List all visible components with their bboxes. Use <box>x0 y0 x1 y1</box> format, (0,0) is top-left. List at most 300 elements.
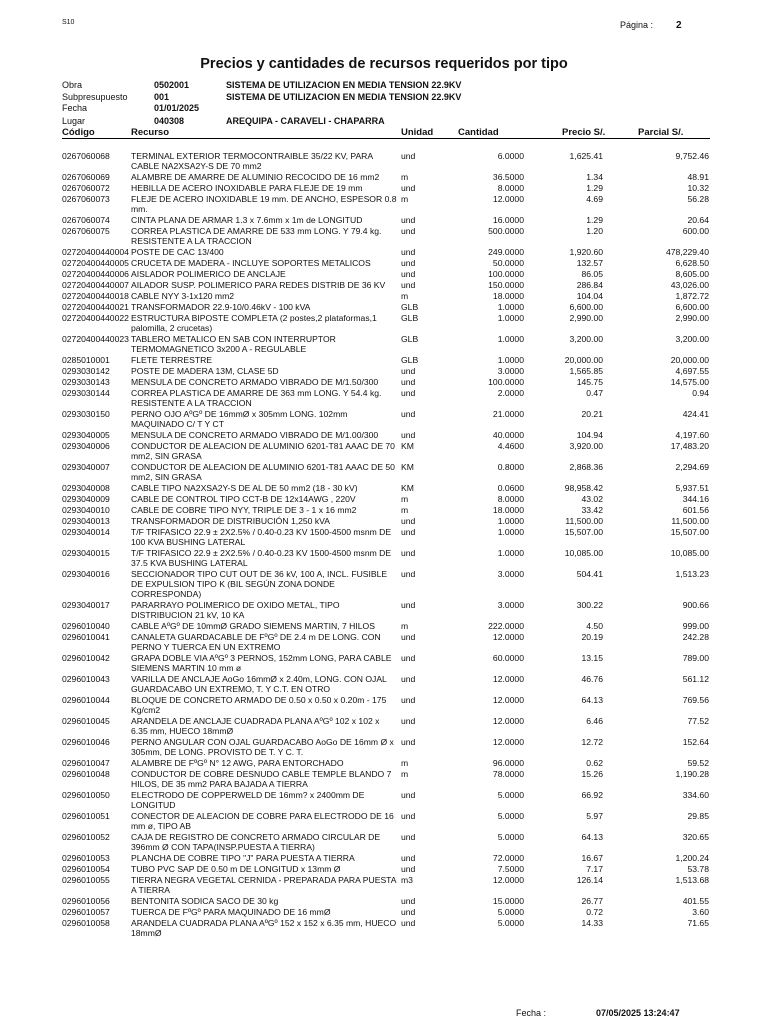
col-parcial: Parcial S/. <box>638 127 684 138</box>
cell-partial: 600.00 <box>682 226 709 236</box>
table-row <box>0 737 768 758</box>
cell-partial: 77.52 <box>687 716 709 726</box>
cell-code: 0296010051 <box>62 811 110 821</box>
cell-unit: GLB <box>401 313 419 323</box>
cell-price: 0.62 <box>586 758 603 768</box>
table-row <box>0 441 768 462</box>
cell-partial: 789.00 <box>682 653 709 663</box>
cell-resource: TERMINAL EXTERIOR TERMOCONTRAIBLE 35/22 KV, PARA CABLE NA2XSA2Y-S DE 70 mm2 <box>131 151 373 171</box>
cell-quantity: 1.0000 <box>497 302 524 312</box>
cell-partial: 3.60 <box>692 907 709 917</box>
table-row <box>0 548 768 569</box>
cell-code: 0296010046 <box>62 737 110 747</box>
cell-price: 11,500.00 <box>565 516 603 526</box>
cell-partial: 8,605.00 <box>675 269 709 279</box>
cell-quantity: 4.4600 <box>497 441 524 451</box>
cell-code: 0285010001 <box>62 355 110 365</box>
table-row <box>0 896 768 907</box>
cell-unit: und <box>401 226 416 236</box>
cell-price: 2,868.36 <box>569 462 603 472</box>
cell-unit: GLB <box>401 334 419 344</box>
report-code: S10 <box>62 19 75 26</box>
cell-code: 0293040013 <box>62 516 110 526</box>
cell-quantity: 3.0000 <box>497 600 524 610</box>
cell-partial: 1,190.28 <box>675 769 709 779</box>
cell-price: 16.67 <box>581 853 603 863</box>
cell-code: 0296010053 <box>62 853 110 863</box>
cell-quantity: 60.0000 <box>492 653 524 663</box>
cell-unit: und <box>401 388 416 398</box>
cell-price: 98,958.42 <box>564 483 603 493</box>
cell-quantity: 1.0000 <box>497 548 524 558</box>
cell-partial: 2,294.69 <box>675 462 709 472</box>
cell-unit: KM <box>401 483 414 493</box>
cell-partial: 20,000.00 <box>670 355 709 365</box>
cell-quantity: 12.0000 <box>492 716 524 726</box>
cell-resource: CORREA PLASTICA DE AMARRE DE 533 mm LONG. Y 79.4 kg. RESISTENTE A LA TRACCION <box>131 226 382 246</box>
cell-quantity: 500.0000 <box>488 226 524 236</box>
table-row <box>0 875 768 896</box>
cell-quantity: 0.0600 <box>497 483 524 493</box>
cell-price: 43.02 <box>581 494 603 504</box>
table-row <box>0 600 768 621</box>
cell-resource: CONDUCTOR DE ALEACION DE ALUMINIO 6201-T81 AAAC DE 70 mm2, SIN GRASA <box>131 441 395 461</box>
cell-partial: 29.85 <box>687 811 709 821</box>
cell-unit: GLB <box>401 302 419 312</box>
table-row <box>0 280 768 291</box>
cell-quantity: 5.0000 <box>497 790 524 800</box>
cell-quantity: 222.0000 <box>488 621 524 631</box>
cell-quantity: 18.0000 <box>492 505 524 515</box>
cell-partial: 3,200.00 <box>675 334 709 344</box>
cell-code: 0293040006 <box>62 441 110 451</box>
table-row <box>0 653 768 674</box>
cell-unit: und <box>401 907 416 917</box>
cell-price: 10,085.00 <box>564 548 603 558</box>
cell-resource: AILADOR SUSP. POLIMERICO PARA REDES DISTRIB DE 36 KV <box>131 280 386 290</box>
header-divider <box>62 138 710 139</box>
table-row <box>0 247 768 258</box>
cell-price: 26.77 <box>581 896 603 906</box>
cell-quantity: 21.0000 <box>492 409 524 419</box>
cell-unit: m3 <box>401 875 413 885</box>
cell-price: 6.46 <box>586 716 603 726</box>
cell-resource: ARANDELA DE ANCLAJE CUADRADA PLANA AºGº 102 x 102 x 6.35 mm, HUECO 18mmØ <box>131 716 380 736</box>
cell-unit: und <box>401 695 416 705</box>
cell-price: 3,200.00 <box>569 334 603 344</box>
subpresupuesto-desc: SISTEMA DE UTILIZACION EN MEDIA TENSION 22.9KV <box>226 92 462 102</box>
cell-code: 0267060074 <box>62 215 110 225</box>
cell-price: 1.34 <box>586 172 603 182</box>
lugar-label: Lugar <box>62 116 86 126</box>
table-row <box>0 832 768 853</box>
cell-partial: 59.52 <box>687 758 709 768</box>
cell-unit: und <box>401 790 416 800</box>
cell-unit: und <box>401 811 416 821</box>
cell-unit: und <box>401 548 416 558</box>
obra-desc: SISTEMA DE UTILIZACION EN MEDIA TENSION 22.9KV <box>226 80 462 90</box>
cell-code: 0296010057 <box>62 907 110 917</box>
cell-price: 15.26 <box>581 769 603 779</box>
page-label: Página : <box>620 20 654 30</box>
table-row <box>0 505 768 516</box>
table-row <box>0 621 768 632</box>
cell-partial: 11,500.00 <box>671 516 709 526</box>
cell-quantity: 6.0000 <box>497 151 524 161</box>
cell-quantity: 16.0000 <box>492 215 524 225</box>
cell-quantity: 18.0000 <box>492 291 524 301</box>
cell-resource: GRAPA DOBLE VIA AºGº 3 PERNOS, 152mm LONG, PARA CABLE SIEMENS MARTIN 10 mm ø <box>131 653 392 673</box>
table-row <box>0 183 768 194</box>
page-title: Precios y cantidades de recursos requeridos por tipo <box>200 56 568 72</box>
cell-unit: KM <box>401 462 414 472</box>
footer-fecha-label: Fecha : <box>516 1008 547 1018</box>
cell-code: 0293040010 <box>62 505 110 515</box>
cell-resource: POSTE DE CAC 13/400 <box>131 247 224 257</box>
cell-unit: GLB <box>401 355 419 365</box>
table-row <box>0 313 768 334</box>
cell-code: 02720400440022 <box>62 313 129 323</box>
cell-resource: CORREA PLASTICA DE AMARRE DE 363 mm LONG. Y 54.4 kg. RESISTENTE A LA TRACCION <box>131 388 382 408</box>
cell-quantity: 0.8000 <box>497 462 524 472</box>
cell-price: 12.72 <box>581 737 603 747</box>
cell-code: 0296010041 <box>62 632 110 642</box>
cell-partial: 478,229.40 <box>665 247 709 257</box>
cell-quantity: 72.0000 <box>492 853 524 863</box>
cell-quantity: 50.0000 <box>492 258 524 268</box>
cell-code: 0296010043 <box>62 674 110 684</box>
cell-price: 1,625.41 <box>569 151 603 161</box>
cell-unit: und <box>401 653 416 663</box>
cell-unit: und <box>401 832 416 842</box>
cell-partial: 4,197.60 <box>675 430 709 440</box>
table-row <box>0 569 768 600</box>
cell-price: 20,000.00 <box>564 355 603 365</box>
cell-code: 02720400440023 <box>62 334 129 344</box>
cell-partial: 53.78 <box>687 864 709 874</box>
cell-price: 1,920.60 <box>569 247 603 257</box>
cell-unit: m <box>401 291 409 301</box>
cell-partial: 48.91 <box>687 172 709 182</box>
cell-resource: CONDUCTOR DE COBRE DESNUDO CABLE TEMPLE BLANDO 7 HILOS, DE 35 mm2 PARA BAJADA A TIERRA <box>131 769 392 789</box>
cell-unit: und <box>401 674 416 684</box>
col-cantidad: Cantidad <box>458 127 499 138</box>
cell-price: 4.69 <box>586 194 603 204</box>
cell-code: 0293040007 <box>62 462 110 472</box>
table-row <box>0 194 768 215</box>
cell-resource: HEBILLA DE ACERO INOXIDABLE PARA FLEJE DE 19 mm <box>131 183 363 193</box>
cell-price: 86.05 <box>581 269 603 279</box>
cell-code: 0267060068 <box>62 151 110 161</box>
table-row <box>0 769 768 790</box>
cell-resource: TIERRA NEGRA VEGETAL CERNIDA - PREPARADA PARA PUESTA A TIERRA <box>131 875 397 895</box>
cell-price: 132.57 <box>576 258 603 268</box>
cell-unit: und <box>401 569 416 579</box>
table-row <box>0 172 768 183</box>
cell-code: 0296010047 <box>62 758 110 768</box>
cell-code: 0293040008 <box>62 483 110 493</box>
cell-partial: 5,937.51 <box>675 483 709 493</box>
cell-price: 46.76 <box>581 674 603 684</box>
footer-fecha-value: 07/05/2025 13:24:47 <box>596 1008 680 1018</box>
cell-partial: 9,752.46 <box>675 151 709 161</box>
cell-unit: und <box>401 864 416 874</box>
cell-resource: MENSULA DE CONCRETO ARMADO VIBRADO DE M/1.00/300 <box>131 430 379 440</box>
cell-quantity: 3.0000 <box>497 569 524 579</box>
cell-code: 02720400440021 <box>62 302 129 312</box>
cell-unit: und <box>401 247 416 257</box>
cell-partial: 1,513.68 <box>675 875 709 885</box>
cell-resource: ELECTRODO DE COPPERWELD DE 16mm? x 2400mm DE LONGITUD <box>131 790 365 810</box>
cell-resource: TRANSFORMADOR DE DISTRIBUCIÓN 1,250 kVA <box>131 516 330 526</box>
cell-partial: 242.28 <box>682 632 709 642</box>
cell-resource: CABLE NYY 3-1x120 mm2 <box>131 291 235 301</box>
cell-resource: T/F TRIFASICO 22.9 ± 2X2.5% / 0.40-0.23 KV 1500-4500 msnm DE 37.5 KVA BUSHING LATERAL <box>131 548 392 568</box>
cell-code: 02720400440007 <box>62 280 129 290</box>
cell-partial: 1,872.72 <box>675 291 709 301</box>
cell-partial: 10,085.00 <box>670 548 709 558</box>
lugar-code: 040308 <box>154 116 185 126</box>
table-row <box>0 907 768 918</box>
table-row <box>0 151 768 172</box>
cell-price: 1.20 <box>586 226 603 236</box>
cell-code: 0293030143 <box>62 377 110 387</box>
cell-price: 104.94 <box>576 430 603 440</box>
cell-resource: ALAMBRE DE FºGº N° 12 AWG, PARA ENTORCHADO <box>131 758 344 768</box>
cell-price: 0.72 <box>586 907 603 917</box>
cell-price: 104.04 <box>576 291 603 301</box>
table-row <box>0 790 768 811</box>
obra-code: 0502001 <box>154 80 190 90</box>
cell-quantity: 96.0000 <box>492 758 524 768</box>
table-row <box>0 430 768 441</box>
cell-resource: CABLE DE COBRE TIPO NYY, TRIPLE DE 3 - 1 x 16 mm2 <box>131 505 357 515</box>
cell-quantity: 249.0000 <box>488 247 524 257</box>
cell-resource: FLEJE DE ACERO INOXIDABLE 19 mm. DE ANCHO, ESPESOR 0.8 mm. <box>131 194 397 214</box>
cell-unit: und <box>401 258 416 268</box>
table-row <box>0 494 768 505</box>
resource-table <box>0 151 768 939</box>
cell-price: 504.41 <box>576 569 603 579</box>
cell-resource: BENTONITA SODICA SACO DE 30 kg <box>131 896 279 906</box>
cell-unit: und <box>401 737 416 747</box>
cell-code: 0296010055 <box>62 875 110 885</box>
table-row <box>0 716 768 737</box>
cell-unit: m <box>401 172 409 182</box>
cell-code: 0296010040 <box>62 621 110 631</box>
cell-resource: ESTRUCTURA BIPOSTE COMPLETA (2 postes,2 plataformas,1 palomilla, 2 crucetas) <box>131 313 377 333</box>
cell-resource: TUBO PVC SAP DE 0.50 m DE LONGITUD x 13mm Ø <box>131 864 341 874</box>
cell-quantity: 36.5000 <box>492 172 524 182</box>
cell-price: 64.13 <box>581 832 603 842</box>
cell-price: 1.29 <box>586 183 603 193</box>
col-recurso: Recurso <box>131 127 170 138</box>
cell-unit: m <box>401 505 409 515</box>
cell-partial: 344.16 <box>682 494 709 504</box>
cell-code: 0296010058 <box>62 918 110 928</box>
cell-unit: und <box>401 527 416 537</box>
cell-partial: 1,200.24 <box>675 853 709 863</box>
cell-price: 2,990.00 <box>569 313 603 323</box>
cell-unit: und <box>401 918 416 928</box>
cell-resource: POSTE DE MADERA 13M, CLASE 5D <box>131 366 279 376</box>
table-row <box>0 366 768 377</box>
cell-quantity: 2.0000 <box>497 388 524 398</box>
cell-partial: 56.28 <box>687 194 709 204</box>
cell-resource: T/F TRIFASICO 22.9 ± 2X2.5% / 0.40-0.23 KV 1500-4500 msnm DE 100 KVA BUSHING LATERAL <box>131 527 392 547</box>
cell-code: 0267060073 <box>62 194 110 204</box>
cell-unit: und <box>401 151 416 161</box>
cell-code: 0296010052 <box>62 832 110 842</box>
cell-partial: 2,990.00 <box>675 313 709 323</box>
cell-resource: CONECTOR DE ALEACION DE COBRE PARA ELECTRODO DE 16 mm ø, TIPO AB <box>131 811 394 831</box>
table-row <box>0 334 768 355</box>
cell-quantity: 1.0000 <box>497 516 524 526</box>
cell-price: 66.92 <box>581 790 603 800</box>
cell-partial: 17,483.20 <box>670 441 709 451</box>
table-row <box>0 258 768 269</box>
col-unidad: Unidad <box>401 127 434 138</box>
table-row <box>0 269 768 280</box>
cell-unit: m <box>401 769 409 779</box>
cell-resource: ARANDELA CUADRADA PLANA AºGº 152 x 152 x 6.35 mm, HUECO 18mmØ <box>131 918 397 938</box>
cell-partial: 6,600.00 <box>675 302 709 312</box>
table-row <box>0 355 768 366</box>
cell-quantity: 5.0000 <box>497 918 524 928</box>
cell-price: 33.42 <box>581 505 603 515</box>
cell-unit: und <box>401 409 416 419</box>
table-row <box>0 483 768 494</box>
cell-code: 0293030144 <box>62 388 110 398</box>
cell-quantity: 1.0000 <box>497 527 524 537</box>
cell-price: 13.15 <box>581 653 603 663</box>
cell-quantity: 5.0000 <box>497 832 524 842</box>
cell-price: 145.75 <box>576 377 603 387</box>
cell-resource: CAJA DE REGISTRO DE CONCRETO ARMADO CIRCULAR DE 396mm Ø CON TAPA(INSP.PUESTA A TIERRA) <box>131 832 381 852</box>
cell-unit: KM <box>401 441 414 451</box>
lugar-desc: AREQUIPA - CARAVELI - CHAPARRA <box>226 116 385 126</box>
cell-partial: 71.65 <box>687 918 709 928</box>
cell-resource: TRANSFORMADOR 22.9-10/0.46kV - 100 kVA <box>131 302 311 312</box>
table-row <box>0 853 768 864</box>
cell-code: 0293030150 <box>62 409 110 419</box>
cell-quantity: 12.0000 <box>492 737 524 747</box>
cell-unit: und <box>401 269 416 279</box>
cell-code: 0293030142 <box>62 366 110 376</box>
cell-quantity: 40.0000 <box>492 430 524 440</box>
cell-unit: und <box>401 632 416 642</box>
cell-quantity: 78.0000 <box>492 769 524 779</box>
cell-resource: ALAMBRE DE AMARRE DE ALUMINIO RECOCIDO DE 16 mm2 <box>131 172 380 182</box>
cell-quantity: 12.0000 <box>492 875 524 885</box>
cell-resource: TUERCA DE FºGº PARA MAQUINADO DE 16 mmØ <box>131 907 331 917</box>
table-row <box>0 409 768 430</box>
cell-quantity: 150.0000 <box>488 280 524 290</box>
cell-code: 0296010042 <box>62 653 110 663</box>
table-row <box>0 215 768 226</box>
cell-partial: 334.60 <box>682 790 709 800</box>
cell-code: 0293040005 <box>62 430 110 440</box>
cell-resource: BLOQUE DE CONCRETO ARMADO DE 0.50 x 0.50 x 0.20m - 175 Kg/cm2 <box>131 695 387 715</box>
table-row <box>0 811 768 832</box>
cell-resource: CABLE AºGº DE 10mmØ GRADO SIEMENS MARTIN, 7 HILOS <box>131 621 375 631</box>
cell-quantity: 12.0000 <box>492 695 524 705</box>
cell-partial: 15,507.00 <box>670 527 709 537</box>
cell-quantity: 7.5000 <box>497 864 524 874</box>
table-row <box>0 377 768 388</box>
table-row <box>0 388 768 409</box>
cell-code: 0296010056 <box>62 896 110 906</box>
col-precio: Precio S/. <box>562 127 606 138</box>
cell-unit: und <box>401 430 416 440</box>
cell-quantity: 1.0000 <box>497 313 524 323</box>
cell-quantity: 1.0000 <box>497 334 524 344</box>
cell-quantity: 12.0000 <box>492 194 524 204</box>
cell-code: 0296010054 <box>62 864 110 874</box>
cell-unit: und <box>401 516 416 526</box>
cell-unit: und <box>401 853 416 863</box>
cell-partial: 1,513.23 <box>675 569 709 579</box>
cell-partial: 0.94 <box>692 388 709 398</box>
cell-price: 126.14 <box>576 875 603 885</box>
cell-partial: 43,026.00 <box>670 280 709 290</box>
table-row <box>0 462 768 483</box>
cell-code: 02720400440004 <box>62 247 129 257</box>
fecha-value: 01/01/2025 <box>154 103 200 113</box>
cell-price: 5.97 <box>586 811 603 821</box>
cell-partial: 561.12 <box>682 674 709 684</box>
cell-unit: und <box>401 716 416 726</box>
page-number: 2 <box>676 20 682 31</box>
cell-price: 15,507.00 <box>564 527 603 537</box>
cell-partial: 769.56 <box>682 695 709 705</box>
cell-quantity: 5.0000 <box>497 907 524 917</box>
cell-unit: m <box>401 494 409 504</box>
cell-resource: VARILLA DE ANCLAJE AoGo 16mmØ x 2.40m, LONG. CON OJAL GUARDACABO UN EXTREMO, T. Y C.T. EN OTRO <box>131 674 387 694</box>
cell-quantity: 8.0000 <box>497 494 524 504</box>
cell-resource: PLANCHA DE COBRE TIPO "J" PARA PUESTA A TIERRA <box>131 853 355 863</box>
cell-price: 14.33 <box>581 918 603 928</box>
table-row <box>0 302 768 313</box>
subpresupuesto-code: 001 <box>154 92 170 102</box>
cell-resource: PERNO ANGULAR CON OJAL GUARDACABO AoGo DE 16mm Ø x 305mm, DE LONG. PROVISTO DE T. Y C. T. <box>131 737 394 757</box>
table-row <box>0 527 768 548</box>
cell-code: 02720400440018 <box>62 291 129 301</box>
cell-partial: 900.66 <box>682 600 709 610</box>
table-row <box>0 516 768 527</box>
cell-code: 0267060069 <box>62 172 110 182</box>
cell-quantity: 100.0000 <box>488 377 524 387</box>
cell-resource: TABLERO METALICO EN SAB CON INTERRUPTOR TERMOMAGNETICO 3x200 A - REGULABLE <box>131 334 336 354</box>
cell-quantity: 15.0000 <box>492 896 524 906</box>
cell-unit: und <box>401 896 416 906</box>
cell-unit: m <box>401 621 409 631</box>
cell-partial: 20.64 <box>687 215 709 225</box>
cell-resource: PERNO OJO AºGº DE 16mmØ x 305mm LONG. 102mm MAQUINADO C/ T Y CT <box>131 409 348 429</box>
cell-partial: 4,697.55 <box>675 366 709 376</box>
cell-price: 300.22 <box>576 600 603 610</box>
cell-code: 02720400440006 <box>62 269 129 279</box>
cell-partial: 999.00 <box>682 621 709 631</box>
cell-unit: m <box>401 194 409 204</box>
cell-price: 3,920.00 <box>569 441 603 451</box>
cell-partial: 320.65 <box>682 832 709 842</box>
cell-code: 0293040017 <box>62 600 110 610</box>
cell-price: 20.21 <box>581 409 603 419</box>
cell-unit: und <box>401 215 416 225</box>
cell-quantity: 5.0000 <box>497 811 524 821</box>
cell-price: 286.84 <box>576 280 603 290</box>
